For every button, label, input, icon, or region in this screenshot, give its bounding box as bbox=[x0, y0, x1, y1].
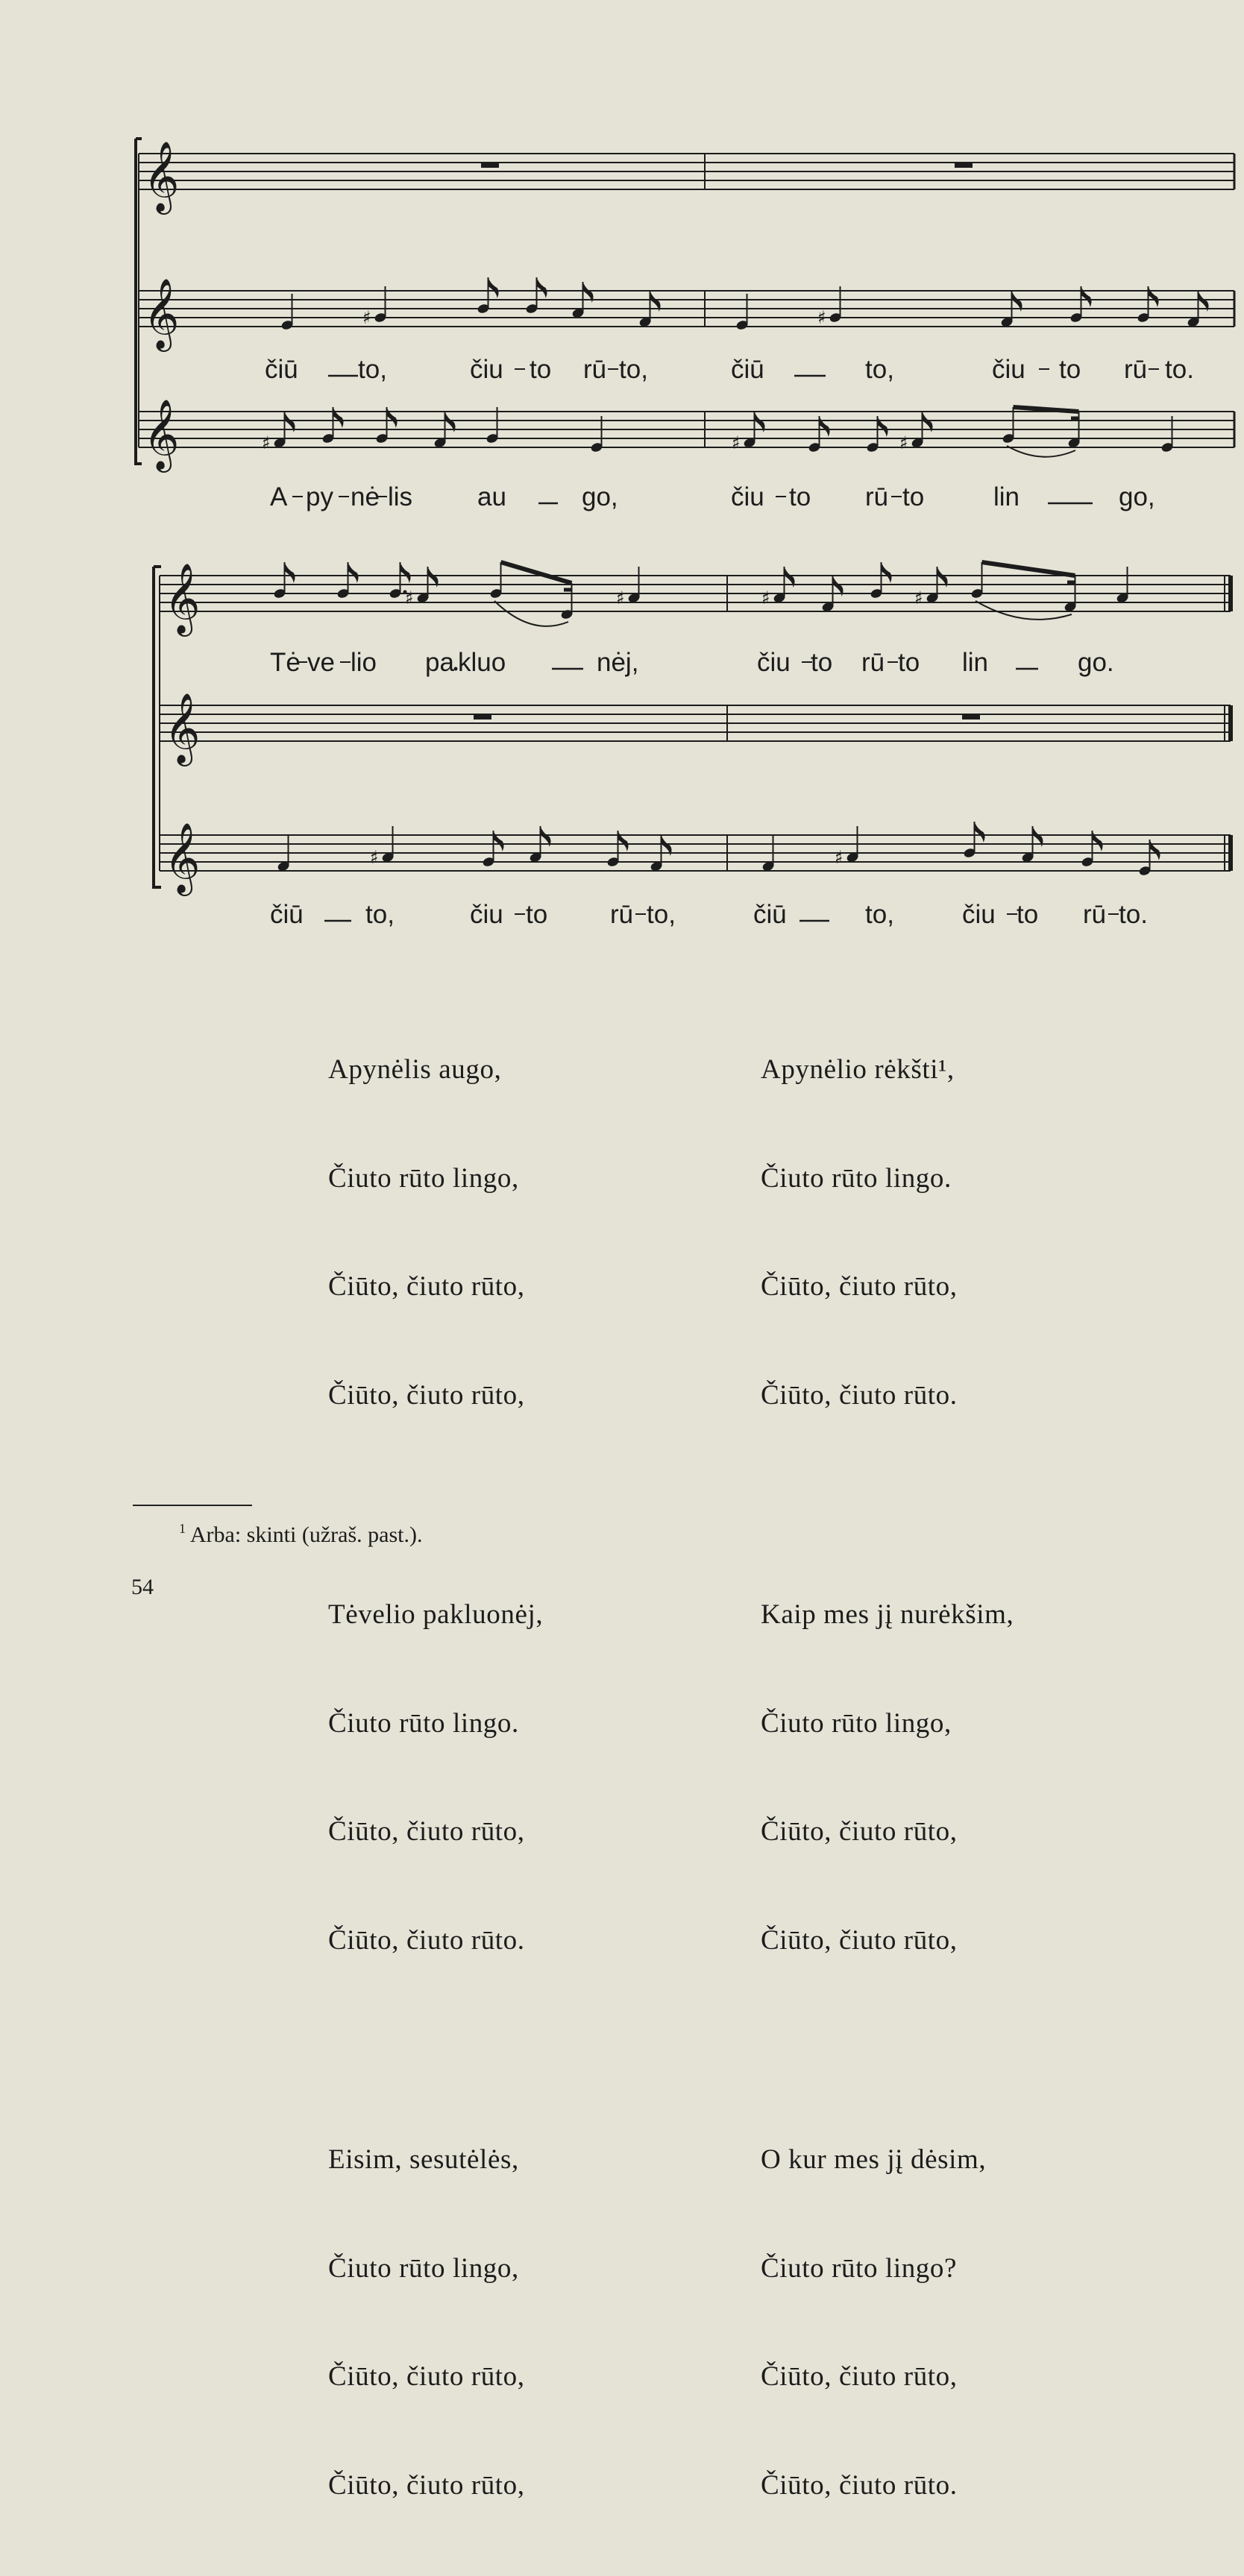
sharp-icon: ♯ bbox=[370, 847, 379, 868]
sharp-icon: ♯ bbox=[362, 307, 371, 328]
sharp-icon: ♯ bbox=[262, 432, 271, 453]
note-flag bbox=[1093, 831, 1103, 851]
page-number: 54 bbox=[131, 1575, 154, 1599]
lyric-syllable: to. bbox=[1165, 355, 1194, 384]
verse-line: Čiuto rūto lingo, bbox=[328, 2252, 519, 2284]
verses-left-column bbox=[328, 980, 543, 2576]
verse-line: Čiuto rūto lingo. bbox=[761, 1162, 952, 1194]
note-flag bbox=[618, 831, 629, 851]
sharp-icon: ♯ bbox=[761, 588, 770, 608]
lyric-syllable: to bbox=[526, 900, 548, 929]
sharp-icon: ♯ bbox=[835, 847, 844, 868]
lyric-syllable: to, bbox=[865, 900, 894, 929]
verse-line: Kaip mes jį nurėkšim, bbox=[761, 1599, 1014, 1630]
lyric-syllable: A bbox=[270, 482, 288, 511]
lyric-syllable: rū bbox=[865, 482, 889, 511]
lyric-syllable: nėj, bbox=[597, 648, 639, 677]
lyric-syllable: to bbox=[1017, 900, 1039, 929]
lyric-syllable: py bbox=[306, 482, 333, 511]
lyrics-line bbox=[270, 482, 1155, 511]
note-flag bbox=[387, 407, 398, 428]
note bbox=[362, 286, 387, 328]
note bbox=[970, 562, 984, 599]
note-flag bbox=[400, 562, 411, 583]
lyric-syllable: to, bbox=[365, 900, 395, 929]
staff bbox=[160, 822, 1231, 896]
lyric-syllable: čiu bbox=[731, 482, 764, 511]
lyric-syllable: go. bbox=[1078, 648, 1114, 677]
sharp-icon: ♯ bbox=[732, 432, 741, 453]
whole-rest bbox=[474, 714, 491, 719]
verse-line: Čiūto, čiuto rūto. bbox=[328, 1924, 525, 1956]
lyric-syllable: čiū bbox=[270, 900, 304, 929]
verse-line: Čiūto, čiuto rūto. bbox=[761, 1379, 958, 1411]
treble-clef-icon: 𝄞 bbox=[164, 822, 201, 893]
sharp-icon: ♯ bbox=[899, 432, 908, 453]
lyric-syllable: čiu bbox=[470, 900, 503, 929]
lyric-syllable: lin bbox=[993, 482, 1020, 511]
staff bbox=[160, 693, 1231, 766]
treble-clef-icon: 𝄞 bbox=[164, 693, 201, 763]
lyric-syllable: čiū bbox=[731, 355, 764, 384]
note bbox=[817, 286, 842, 328]
note-flag bbox=[1081, 286, 1092, 307]
verse-line: Čiūto, čiuto rūto, bbox=[761, 1271, 958, 1302]
note-flag bbox=[537, 277, 547, 298]
lyric-syllable: čiū bbox=[265, 355, 298, 384]
note bbox=[486, 407, 499, 444]
lyric-syllable: to bbox=[789, 482, 811, 511]
verse-line: Apynėlis augo, bbox=[328, 1054, 502, 1085]
note-flag bbox=[878, 416, 888, 437]
lyric-syllable: to, bbox=[358, 355, 387, 384]
footnote-text: Arba: skinti (užraš. past.). bbox=[189, 1522, 423, 1547]
beam bbox=[982, 562, 1075, 576]
lyric-syllable: to bbox=[1059, 355, 1081, 384]
lyric-syllable: čiu bbox=[992, 355, 1025, 384]
lyric-syllable: kluo bbox=[458, 648, 506, 677]
staff bbox=[139, 141, 1234, 215]
note-flag bbox=[494, 831, 504, 851]
lyric-syllable: lin bbox=[962, 648, 989, 677]
sharp-icon: ♯ bbox=[817, 307, 826, 328]
note-flag bbox=[1149, 286, 1159, 307]
note-flag bbox=[975, 822, 985, 843]
lyric-dot bbox=[454, 667, 458, 671]
verses-right-column bbox=[761, 980, 1014, 2576]
lyric-syllable: čiu bbox=[470, 355, 503, 384]
lyrics-line bbox=[265, 355, 1194, 384]
slur bbox=[976, 601, 1072, 620]
verse-line: Čiuto rūto lingo? bbox=[761, 2252, 958, 2284]
lyric-syllable: nė bbox=[351, 482, 380, 511]
verse-line: Čiūto, čiuto rūto, bbox=[328, 1271, 525, 1302]
verse-line: Čiūto, čiuto rūto, bbox=[328, 2361, 525, 2392]
lyric-syllable: čiu bbox=[962, 900, 996, 929]
note-flag bbox=[882, 562, 892, 583]
verse-line: Čiuto rūto lingo, bbox=[761, 1707, 952, 1739]
verse-line: Eisim, sesutėlės, bbox=[328, 2144, 519, 2175]
lyric-syllable: go, bbox=[582, 482, 618, 511]
lyric-syllable: to, bbox=[865, 355, 894, 384]
lyric-syllable: au bbox=[477, 482, 506, 511]
lyric-syllable: to. bbox=[1119, 900, 1148, 929]
verse-line: Čiuto rūto lingo, bbox=[328, 1162, 519, 1194]
lyric-syllable: go, bbox=[1119, 482, 1155, 511]
treble-clef-icon: 𝄞 bbox=[143, 399, 180, 470]
treble-clef-icon: 𝄞 bbox=[164, 563, 201, 634]
verse-line: Tėvelio pakluonėj, bbox=[328, 1599, 544, 1630]
lyric-syllable: čiu bbox=[757, 648, 791, 677]
lyric-syllable: ve bbox=[307, 648, 335, 677]
verse-line: Čiūto, čiuto rūto, bbox=[761, 2361, 958, 2392]
sharp-icon: ♯ bbox=[616, 588, 625, 608]
staff bbox=[139, 278, 1234, 352]
note-flag bbox=[1150, 840, 1160, 860]
verse-line: Čiūto, čiuto rūto, bbox=[328, 2469, 525, 2501]
lyrics-line bbox=[270, 900, 1148, 929]
lyric-syllable: rū bbox=[610, 900, 634, 929]
lyric-syllable: to bbox=[530, 355, 552, 384]
verse-line: Apynėlio rėkšti¹, bbox=[761, 1054, 955, 1085]
lyric-syllable: to, bbox=[619, 355, 648, 384]
whole-rest bbox=[481, 163, 499, 168]
note-flag bbox=[333, 407, 344, 428]
note-flag bbox=[348, 562, 359, 583]
verse-line: Čiūto, čiuto rūto, bbox=[761, 1924, 958, 1956]
note bbox=[590, 416, 603, 453]
note bbox=[1002, 407, 1015, 444]
whole-rest bbox=[962, 714, 980, 719]
beam bbox=[501, 562, 572, 583]
lyric-syllable: pa bbox=[425, 648, 454, 677]
whole-rest bbox=[955, 163, 973, 168]
lyrics-line bbox=[270, 648, 1114, 677]
note-flag bbox=[489, 277, 499, 298]
lyric-syllable: rū bbox=[583, 355, 607, 384]
lyric-syllable: rū bbox=[861, 648, 885, 677]
lyric-syllable: to bbox=[811, 648, 833, 677]
lyric-syllable: čiū bbox=[753, 900, 787, 929]
note bbox=[489, 562, 503, 599]
slur bbox=[494, 601, 568, 626]
footnote bbox=[179, 1521, 422, 1548]
verse-line: Čiūto, čiuto rūto, bbox=[328, 1379, 525, 1411]
lyric-syllable: to, bbox=[647, 900, 676, 929]
lyric-syllable: lis bbox=[388, 482, 413, 511]
lyric-syllable: lio bbox=[351, 648, 377, 677]
note bbox=[1160, 416, 1174, 453]
note-flag bbox=[285, 562, 295, 583]
footnote-divider bbox=[133, 1505, 252, 1506]
verse-line: Čiuto rūto lingo. bbox=[328, 1707, 519, 1739]
treble-clef-icon: 𝄞 bbox=[143, 278, 180, 349]
footnote-marker: 1 bbox=[179, 1521, 186, 1536]
treble-clef-icon: 𝄞 bbox=[143, 141, 180, 212]
lyric-syllable: to bbox=[898, 648, 920, 677]
lyric-syllable: to bbox=[902, 482, 925, 511]
lyric-syllable: rū bbox=[1083, 900, 1107, 929]
sharp-icon: ♯ bbox=[914, 588, 923, 608]
verse-line: O kur mes jį dėsim, bbox=[761, 2144, 987, 2175]
verse-line: Čiūto, čiuto rūto. bbox=[761, 2469, 958, 2501]
sharp-icon: ♯ bbox=[405, 588, 414, 608]
verse-line: Čiūto, čiuto rūto, bbox=[761, 1816, 958, 1847]
lyric-syllable: Tė bbox=[270, 648, 301, 677]
music-score bbox=[0, 0, 1244, 939]
note-flag bbox=[820, 416, 830, 437]
verse-line: Čiūto, čiuto rūto, bbox=[328, 1816, 525, 1847]
lyric-syllable: rū bbox=[1124, 355, 1148, 384]
